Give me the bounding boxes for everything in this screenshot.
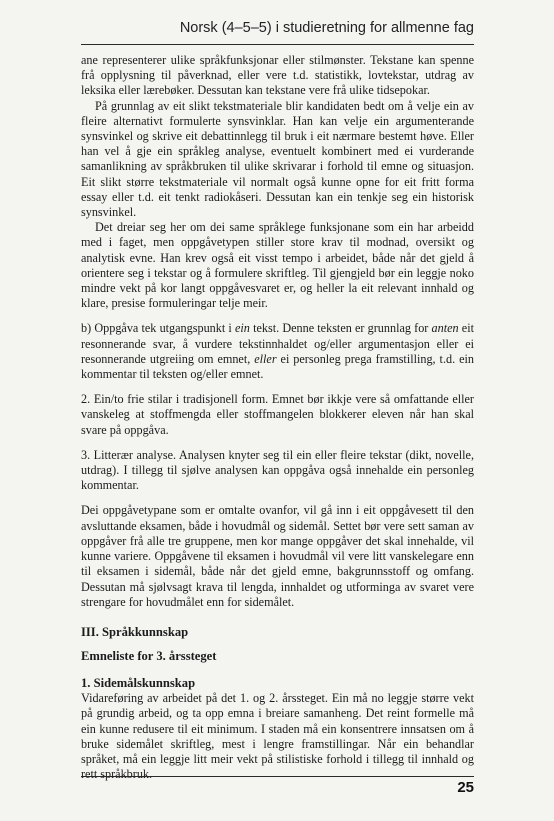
page-body — [81, 53, 474, 782]
paragraph-perspectives: På grunnlag av eit slikt tekstmateriale blir kandidaten bedt om å velje ein av fleire alternativt formulerte synsvinklar. Han kan velje ein argumenterande synsvinkel og skrive eit debattinnlegg til bruk i eit nærmare bestemt høve. Eller han vel å gje ein språkleg analyse, eventuelt kombinert med ei vurderande samanlikning av språkbruken til ulike skrivarar i forhold til emne og situasjon. Eit slikt større tekstmateriale vil normalt også kunne opne for eit fritt forma essay eller t.d. eit tenkt radiokåseri. Dessutan kan ein tenkje seg ein historisk synsvinkel. — [81, 98, 474, 220]
option-b-emphasis-ein: ein — [235, 321, 250, 336]
header-rule — [81, 44, 474, 45]
option-b-emphasis-anten: anten — [431, 321, 459, 336]
option-b-text-2: tekst. Denne teksten er grunnlag for — [249, 321, 432, 336]
paragraph-option-b — [81, 321, 474, 382]
paragraph-literary-analysis: 3. Litterær analyse. Analysen knyter seg til ein eller fleire tekstar (dikt, novelle, utdrag). I tillegg til sjølve analysen kan oppgåva også innehalde ein personleg kommentar. — [81, 447, 474, 493]
paragraph-secondary-language: Vidareføring av arbeidet på det 1. og 2. årssteget. Ein må no leggje større vekt på grundig arbeid, og ta opp emna i breiare samanheng. Det reint formelle må ein kunne redusere til eit minimum. I staden må ein konsentrere innsatsen om å bruke sidemålet skriftleg, mest i lengre framstillingar. Når ein behandlar språket, må ein leggje litt meir vekt på stilistiske forhold i tillegg til innhald og rett språkbruk. — [81, 691, 474, 782]
subsection-heading: 1. Sidemålskunnskap — [81, 675, 196, 690]
option-b-text-1: b) Oppgåva tek utgangspunkt i — [81, 321, 235, 336]
footer-rule — [81, 776, 474, 777]
running-header: Norsk (4–5–5) i studieretning for allmenne fag — [179, 20, 474, 36]
option-b-emphasis-eller: eller — [254, 351, 277, 366]
option-b-text-3: eit resonnerande svar, å vurdere tekstinnhaldet og/eller argumentasjon eller ei resonnerande utgreiing om emnet, — [81, 321, 474, 366]
page-number: 25 — [457, 779, 474, 796]
paragraph-language-functions: Det dreiar seg her om dei same språklege funksjonane som ein har arbeidd med i faget, men oppgåvetypen stiller store krav til modnad, oversikt og analytisk evne. Han krev også eit visst tempo i arbeidet, både når det gjeld å orientere seg i tekstar og å formulere skriftleg. Til gjengjeld bør ein leggje noko mindre vekt på kor langt oppgåvesvaret er, og heller la eit relevant innhald og klare, presise formuleringar telje meir. — [81, 220, 474, 311]
option-b-text-4: ei personleg prega framstilling, t.d. ein kommentar til teksten og/eller emnet. — [81, 351, 474, 382]
paragraph-exam-sets: Dei oppgåvetypane som er omtalte ovanfor, vil gå inn i eit oppgåvesett til den avsluttande eksamen, både i hovudmål og sidemål. Settet bør vere sett saman av oppgåver frå alle tre gruppene, men kor mange oppgåver det skal innehalde, vil kunne variere. Oppgåvene til eksamen i hovudmål vil vere litt vanskelegare enn til eksamen i sidemål, både når det gjeld emne, bakgrunnsstoff og omfang. Dessutan må sjølvsagt krava til lengda, innhaldet og utforminga av svaret vere strengare for hovudmålet enn for sidemålet. — [81, 503, 474, 609]
paragraph-continuation: ane representerer ulike språkfunksjonar eller stilmønster. Tekstane kan spenne frå opplysning til påverknad, eller vere t.d. statistikk, lovtekstar, utdrag av leksika eller lærebøker. Dessutan kan tekstane vere frå ulike tidsepokar. — [81, 53, 474, 98]
subheading-topic-list: Emneliste for 3. årssteget — [81, 648, 217, 663]
paragraph-free-essays: 2. Ein/to frie stilar i tradisjonell form. Emnet bør ikkje vere så omfattande eller vanskeleg at stoffmengda eller stoffmangelen blokkerer eleven når han skal svare på oppgåva. — [81, 392, 474, 437]
section-heading: III. Språkkunnskap — [81, 624, 189, 639]
